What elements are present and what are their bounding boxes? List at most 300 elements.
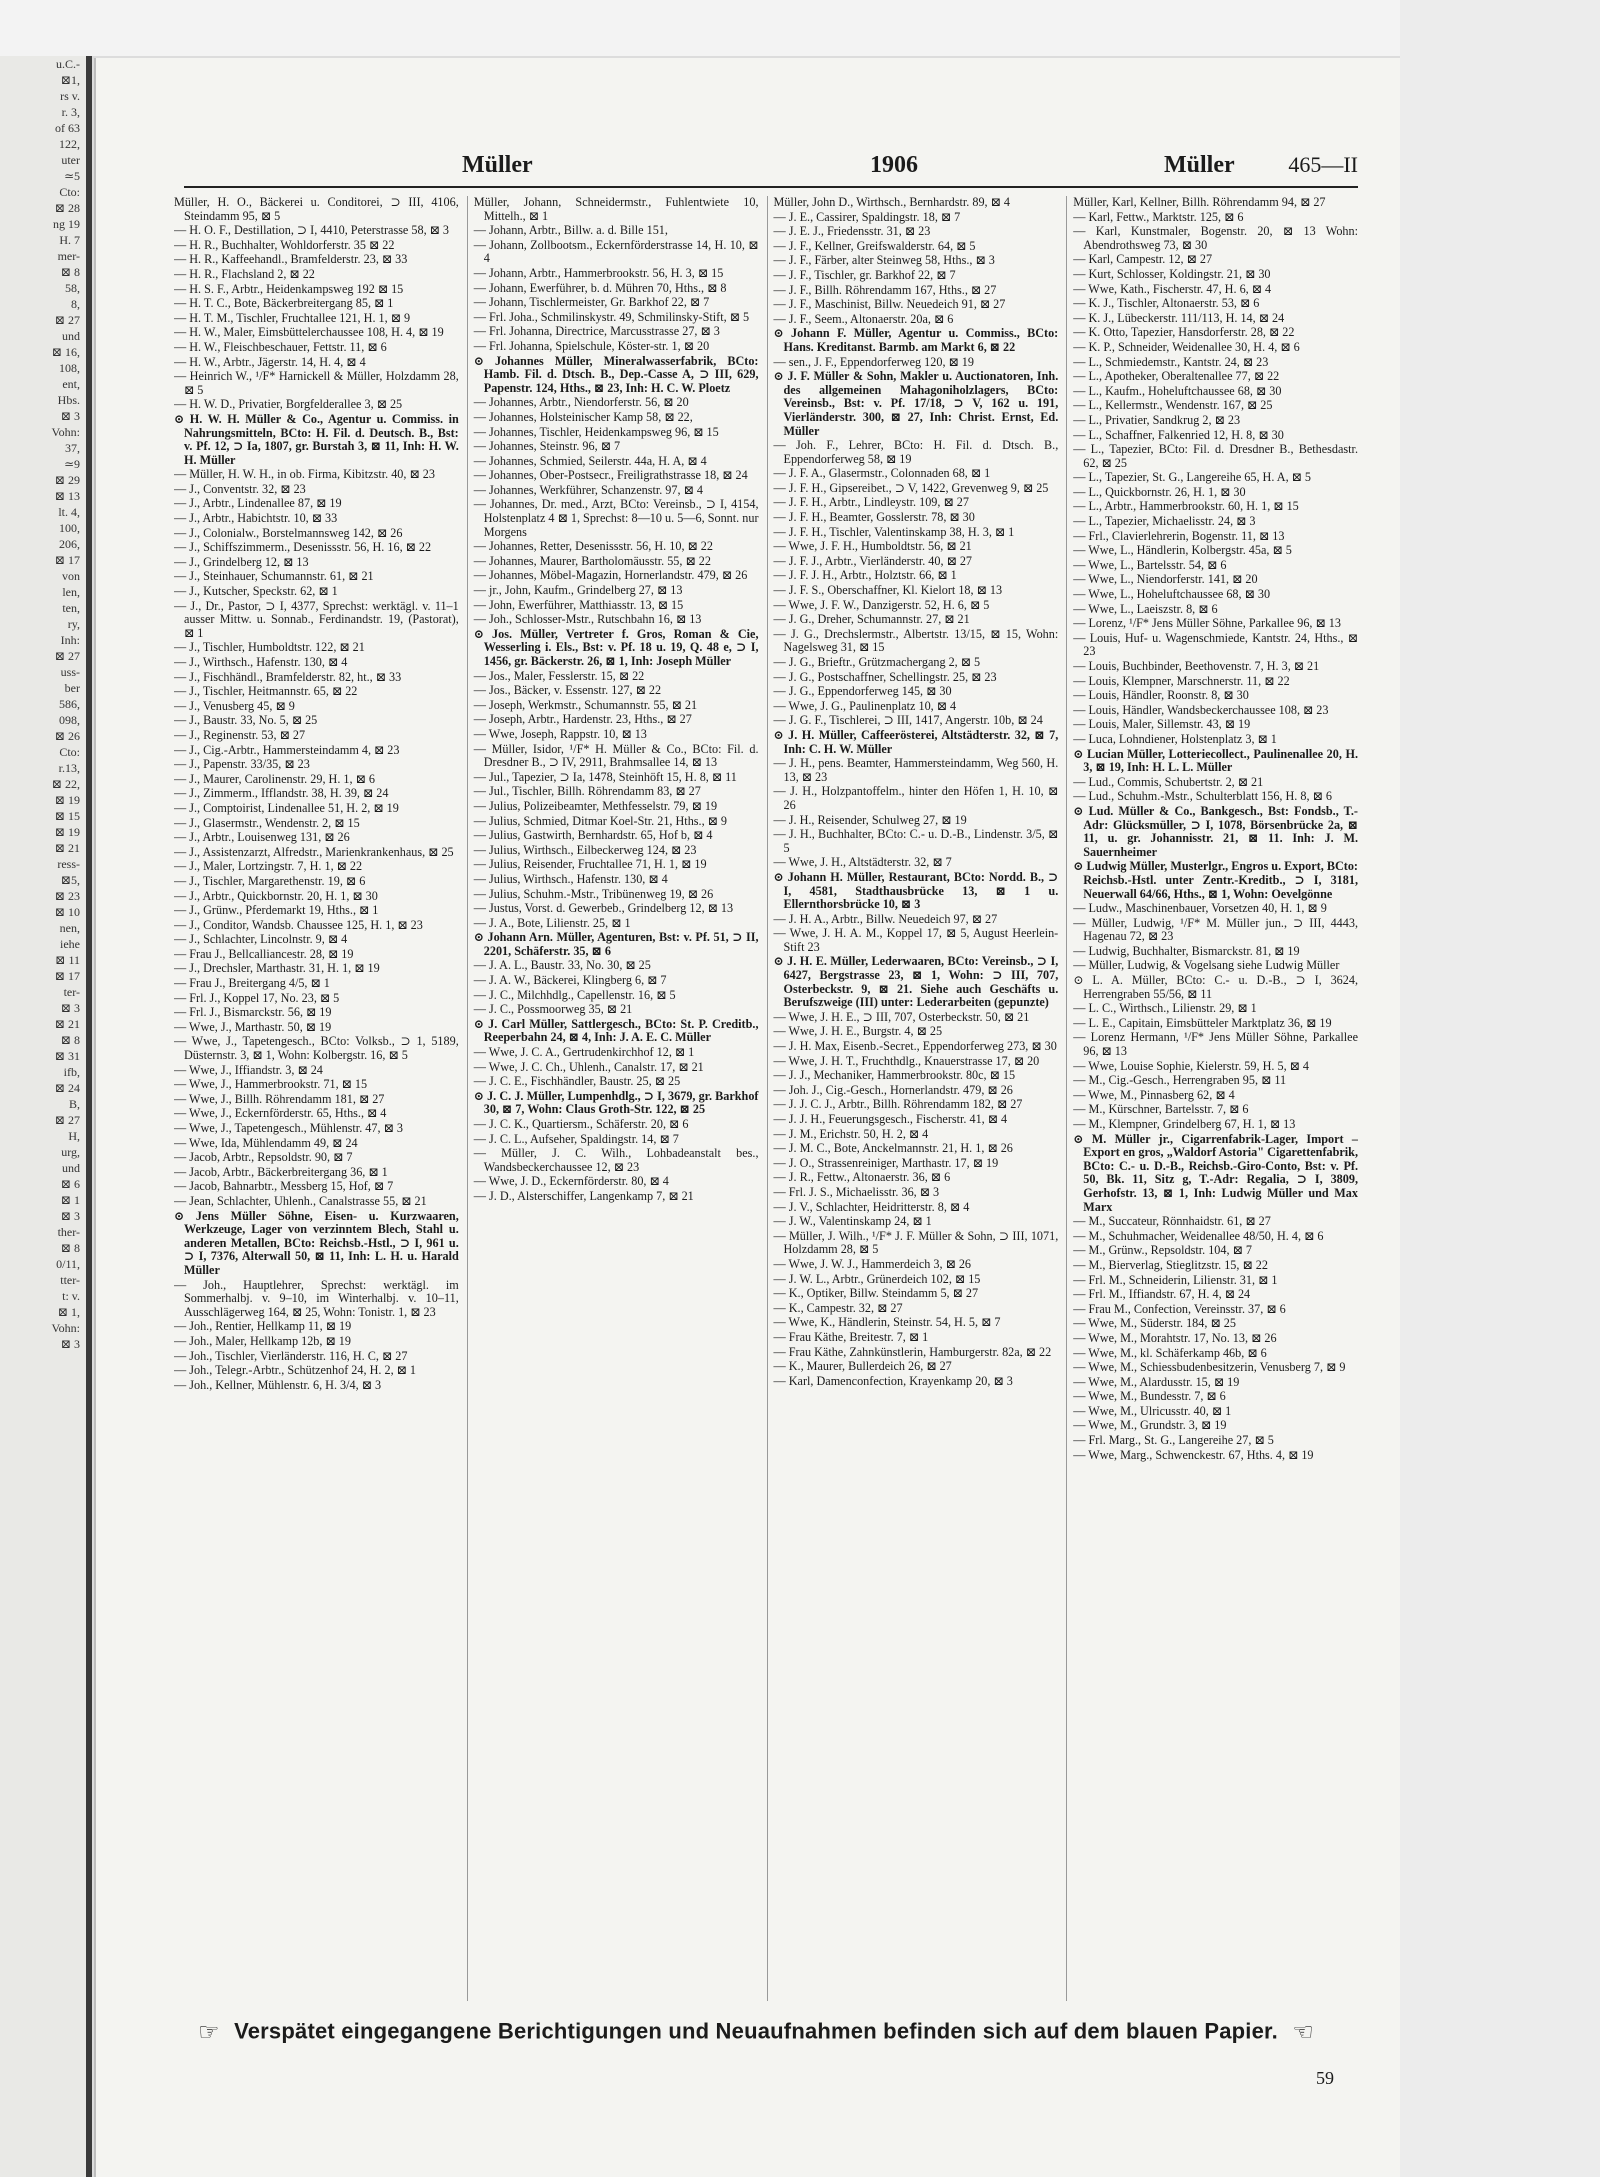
directory-entry: — J. H., Reisender, Schulweg 27, ⊠ 19 (773, 812, 967, 827)
prev-page-fragment: ⊠1, (60, 73, 80, 87)
prev-page-fragment: B, (68, 1097, 80, 1111)
directory-entry: — jr., John, Kaufm., Grindelberg 27, ⊠ 13 (473, 583, 683, 598)
directory-entry: — Heinrich W., ¹/F* Harnickell & Müller, Holzdamm 28, ⊠ 5 (174, 369, 459, 397)
directory-entry: — K. Otto, Tapezier, Hansdorferstr. 28, ⊠ 22 (1073, 325, 1295, 340)
prev-page-fragment: ≃5 (63, 169, 80, 183)
directory-entry: — Lud., Commis, Schubertstr. 2, ⊠ 21 (1073, 774, 1264, 789)
directory-entry: — J., Drechsler, Marthastr. 31, H. 1, ⊠ 19 (174, 961, 380, 976)
directory-entry: — J. H., Buchhalter, BCto: C.- u. D.-B., Lindenstr. 3/5, ⊠ 5 (773, 827, 1059, 855)
prev-page-fragment: ress- (57, 857, 80, 871)
directory-entry: — Müller, Isidor, ¹/F* H. Müller & Co., BCto: Fil. d. Dresdner B., ⊃ IV, 2911, Brahmsallee 14, ⊠ 13 (473, 741, 759, 770)
directory-entry: — Frl. J., Koppel 17, No. 23, ⊠ 5 (174, 990, 340, 1005)
directory-entry: — Wwe, J. H. E., Burgstr. 4, ⊠ 25 (773, 1024, 943, 1039)
directory-entry: — Wwe, J. H. T., Fruchthdlg., Knauerstrasse 17, ⊠ 20 (773, 1053, 1040, 1068)
directory-entry: — Frl. Joha., Schmilinskystr. 49, Schmilinsky-Stift, ⊠ 5 (473, 309, 750, 324)
directory-entry: — Wwe, L., Bartelsstr. 54, ⊠ 6 (1073, 557, 1227, 572)
prev-page-fragment: 098, (59, 713, 80, 727)
directory-entry: — Wwe, J. C. Ch., Uhlenh., Canalstr. 17, ⊠ 21 (473, 1059, 704, 1074)
directory-entry: — J. A., Bote, Lilienstr. 25, ⊠ 1 (473, 915, 631, 930)
directory-entry: — J., Arbtr., Quickbornstr. 20, H. 1, ⊠ 30 (174, 888, 378, 903)
late-corrections-note (156, 2018, 1356, 2052)
prev-page-fragment: 206, (59, 537, 80, 551)
directory-entry: — Johannes, Arbtr., Niendorferstr. 56, ⊠ 20 (473, 395, 689, 410)
directory-entry: — J. F. H., Beamter, Gosslerstr. 78, ⊠ 30 (773, 510, 975, 525)
directory-entry: — Wwe, Kath., Fischerstr. 47, H. 6, ⊠ 4 (1073, 281, 1272, 296)
directory-entry: — L., Arbtr., Hammerbrookstr. 60, H. 1, ⊠ 15 (1073, 499, 1299, 514)
directory-entry: — J. G. F., Tischlerei, ⊃ III, 1417, Angerstr. 10b, ⊠ 24 (773, 713, 1043, 728)
directory-entry: — Wwe, M., Alardusstr. 15, ⊠ 19 (1073, 1374, 1240, 1389)
prev-page-fragment: 58, (65, 281, 80, 295)
firm-entry: ⊙ Lud. Müller & Co., Bankgesch., Bst: Fondsb., T.-Adr: Glücksmüller, ⊃ I, 1078, Börsenbrücke 2a, ⊠ 11, u. gr. Johannisstr. 21, ⊠ 11. Inh: J. M. Sauernheimer (1073, 803, 1358, 859)
prev-page-fragment: ⊠ 8 (60, 1241, 80, 1255)
prev-page-fragment: ⊠5, (60, 873, 80, 887)
directory-entry: — Kurt, Schlosser, Koldingstr. 21, ⊠ 30 (1073, 266, 1271, 281)
directory-entry: — J., Colonialw., Borstelmannsweg 142, ⊠ 26 (174, 525, 403, 540)
prev-page-fragment: ⊠ 21 (54, 841, 80, 855)
prev-page-fragment: 122, (59, 137, 80, 151)
directory-entry: — H. R., Kaffeehandl., Bramfelderstr. 23, ⊠ 33 (174, 252, 408, 267)
directory-entry: — Frl. M., Iffiandstr. 67, H. 4, ⊠ 24 (1073, 1287, 1251, 1302)
directory-entry: — J. A. W., Bäckerei, Klingberg 6, ⊠ 7 (473, 973, 667, 988)
directory-entry: — J., Steinhauer, Schumannstr. 61, ⊠ 21 (174, 569, 374, 584)
prev-page-fragment: ry, (67, 617, 80, 631)
directory-entry: — J. H., pens. Beamter, Hammersteindamm, Weg 560, H. 13, ⊠ 23 (773, 756, 1059, 784)
directory-entry: — H. R., Buchhalter, Wohldorferstr. 35 ⊠ 22 (174, 237, 395, 252)
firm-entry: ⊙ Johann Arn. Müller, Agenturen, Bst: v. Pf. 51, ⊃ II, 2201, Schäferstr. 35, ⊠ 6 (473, 930, 759, 958)
scan-top-margin (0, 0, 1600, 56)
directory-entry: — L., Tapezier, St. G., Langereihe 65, H. A, ⊠ 5 (1073, 470, 1312, 485)
directory-entry: — J. D., Alsterschiffer, Langenkamp 7, ⊠ 21 (473, 1188, 694, 1203)
prev-page-fragment: ⊠ 1, (57, 1305, 80, 1319)
directory-entry: — Wwe, M., Schiessbudenbesitzerin, Venusberg 7, ⊠ 9 (1073, 1360, 1346, 1375)
directory-entry: — Joh., Maler, Hellkamp 12b, ⊠ 19 (174, 1333, 351, 1348)
directory-entry: — L., Apotheker, Oberaltenallee 77, ⊠ 22 (1073, 369, 1280, 384)
firm-entry: ⊙ M. Müller jr., Cigarrenfabrik-Lager, Import – Export en gros, „Waldorf Astoria" Cigarettenfabrik, BCto: C.- u. D.-B., Reichsb.-Giro-Conto, Bst: v. Pf. 50, Bk. 11, Sitz g, T.-Adr: Regalia, ⊃ I, 3809, Gerhofstr. 13, ⊠ 1, Inh: Ludwig Müller und Max Marx (1073, 1131, 1358, 1214)
directory-entry: — Louis, Händler, Roonstr. 8, ⊠ 30 (1073, 688, 1249, 703)
directory-entry: — J. C. L., Aufseher, Spaldingstr. 14, ⊠ 7 (473, 1131, 679, 1146)
directory-entry: — J., Schlachter, Lincolnstr. 9, ⊠ 4 (174, 932, 348, 947)
directory-entry: — sen., J. F., Eppendorferweg 120, ⊠ 19 (773, 354, 974, 369)
prev-page-fragment: ⊠ 21 (54, 1017, 80, 1031)
directory-entry: — M., Cig.-Gesch., Herrengraben 95, ⊠ 11 (1073, 1073, 1287, 1088)
firm-entry: ⊙ Jens Müller Söhne, Eisen- u. Kurzwaaren, Werkzeuge, Lager von verzinntem Blech, Stahl u. anderen Metallen, BCto: Reichsb.-Hstl., ⊃ I, 961 u. ⊃ I, 7376, Alterwall 50, ⊠ 11, Inh: L. H. u. Harald Müller (174, 1208, 459, 1277)
page-number: 59 (1316, 2068, 1334, 2088)
directory-entry: — H. T. M., Tischler, Fruchtallee 121, H. 1, ⊠ 9 (174, 310, 411, 325)
directory-entry: — Wwe, J. H. A. M., Koppel 17, ⊠ 5, August Heerlein-Stift 23 (773, 926, 1059, 954)
prev-page-fragment: ⊠ 3 (60, 1001, 80, 1015)
prev-page-fragment: ⊠ 10 (54, 905, 80, 919)
directory-entry: — Wwe, J., Hammerbrookstr. 71, ⊠ 15 (174, 1077, 368, 1092)
firm-entry: ⊙ Johann H. Müller, Restaurant, BCto: Nordd. B., ⊃ I, 4581, Stadthausbrücke 13, ⊠ 1 u. Ellernthorsbrücke 10, ⊠ 3 (773, 869, 1059, 912)
prev-page-fragment: von (62, 569, 80, 583)
directory-entry: — Wwe, Louise Sophie, Kielerstr. 59, H. 5, ⊠ 4 (1073, 1058, 1310, 1073)
directory-entry: — Wwe, J. F. W., Danzigerstr. 52, H. 6, ⊠ 5 (773, 597, 990, 612)
prev-page-fragment: H, (68, 1129, 80, 1143)
directory-entry: — Wwe, Ida, Mühlendamm 49, ⊠ 24 (174, 1135, 358, 1150)
directory-entry: — J. F. H., Gipsereibet., ⊃ V, 1422, Grevenweg 9, ⊠ 25 (773, 480, 1049, 495)
directory-entry: — Joh., Telegr.-Arbtr., Schützenhof 24, H. 2, ⊠ 1 (174, 1363, 417, 1378)
directory-entry: — Joseph, Arbtr., Hardenstr. 23, Hths., ⊠ 27 (473, 712, 692, 727)
prev-page-fragment: H. 7 (59, 233, 80, 247)
header-right-name: Müller (1164, 152, 1235, 178)
directory-entry: ⊙ L. A. Müller, BCto: C.- u. D.-B., ⊃ I, 3624, Herrengraben 55/56, ⊠ 11 (1073, 973, 1358, 1001)
directory-entry: — J. H., Holzpantoffelm., hinter den Höfen 1, H. 10, ⊠ 26 (773, 784, 1059, 812)
directory-entry: — M., Bierverlag, Stieglitzstr. 15, ⊠ 22 (1073, 1257, 1268, 1272)
prev-page-fragment: ⊠ 19 (54, 793, 80, 807)
directory-entry: — Frau Käthe, Breitestr. 7, ⊠ 1 (773, 1329, 929, 1344)
directory-entry: — Müller, J. Wilh., ¹/F* J. F. Müller & Sohn, ⊃ III, 1071, Holzdamm 28, ⊠ 5 (773, 1228, 1059, 1257)
directory-entry: — Frau Käthe, Zahnkünstlerin, Hamburgerstr. 82a, ⊠ 22 (773, 1344, 1052, 1359)
prev-page-fragment: 586, (59, 697, 80, 711)
firm-entry: ⊙ J. F. Müller & Sohn, Makler u. Auctionatoren, Inh. des allgemeinen Mahagoniholzlagers, BCto: Vereinsb., Bst: v. Pf. 17/18, ⊃ V, 162 u. 191, Vierländerstr. 300, ⊠ 27, Inh: Christ. Ernst, Ed. Müller (773, 369, 1059, 438)
directory-entry: — Johannes, Holsteinischer Kamp 58, ⊠ 22, (473, 409, 693, 424)
prev-page-fragment: ⊠ 28 (54, 201, 80, 215)
directory-entry: — Frau J., Bellcalliancestr. 28, ⊠ 19 (174, 946, 354, 961)
directory-entry: — H. W., Arbtr., Jägerstr. 14, H. 4, ⊠ 4 (174, 354, 366, 369)
directory-entry: — Karl, Fettw., Marktstr. 125, ⊠ 6 (1073, 209, 1244, 224)
prev-page-fragment: ⊠ 17 (54, 969, 80, 983)
directory-entry: — Wwe, L., Hoheluftchaussee 68, ⊠ 30 (1073, 587, 1271, 602)
directory-entry: — J., Cig.-Arbtr., Hammersteindamm 4, ⊠ 23 (174, 742, 400, 757)
directory-entry: — J., Kutscher, Speckstr. 62, ⊠ 1 (174, 584, 338, 599)
directory-entry: Müller, Karl, Kellner, Billh. Röhrendamm 94, ⊠ 27 (1073, 196, 1326, 209)
directory-entry: — J. F., Maschinist, Billw. Neuedeich 91, ⊠ 27 (773, 297, 1006, 312)
prev-page-fragment: ⊠ 26 (54, 729, 80, 743)
directory-entry: — Wwe, M., Ulricusstr. 40, ⊠ 1 (1073, 1403, 1232, 1418)
directory-entry: — Joseph, Werkmstr., Schumannstr. 55, ⊠ 21 (473, 697, 698, 712)
directory-entry: — J., Papenstr. 33/35, ⊠ 23 (174, 757, 310, 772)
directory-entry: — M., Klempner, Grindelberg 67, H. 1, ⊠ 13 (1073, 1117, 1296, 1131)
directory-entry: — Wwe, K., Händlerin, Steinstr. 54, H. 5, ⊠ 7 (773, 1315, 1001, 1330)
directory-entry: — K. P., Schneider, Weidenallee 30, H. 4, ⊠ 6 (1073, 339, 1300, 354)
directory-entry: — Joh., Rentier, Hellkamp 11, ⊠ 19 (174, 1319, 352, 1334)
directory-entry: — J. C. E., Fischhändler, Baustr. 25, ⊠ 25 (473, 1074, 681, 1089)
directory-entry: — Julius, Schmied, Ditmar Koel-Str. 21, Hths., ⊠ 9 (473, 813, 728, 828)
directory-entry: — L., Quickbornstr. 26, H. 1, ⊠ 30 (1073, 484, 1246, 499)
directory-entry: — M., Schuhmacher, Weidenallee 48/50, H. 4, ⊠ 6 (1073, 1228, 1324, 1243)
prev-page-fragment: Vohn: (51, 425, 80, 439)
directory-entry: — J., Tischler, Heitmannstr. 65, ⊠ 22 (174, 684, 358, 699)
directory-entry: — Johannes, Ober-Postsecr., Freiligrathstrasse 18, ⊠ 24 (473, 468, 748, 483)
prev-page-fragment: urg, (61, 1145, 80, 1159)
directory-entry: — J., Schiffszimmerm., Desenissstr. 56, H. 16, ⊠ 22 (174, 540, 432, 555)
prev-page-fragment: r.13, (58, 761, 80, 775)
directory-entry: — J. F. H., Tischler, Valentinskamp 38, H. 3, ⊠ 1 (773, 524, 1015, 539)
directory-entry: — J., Baustr. 33, No. 5, ⊠ 25 (174, 713, 318, 728)
directory-entry: — H. R., Flachsland 2, ⊠ 22 (174, 266, 315, 281)
directory-entry: — Jos., Maler, Fesslerstr. 15, ⊠ 22 (473, 668, 645, 683)
prev-page-fragment: ber (64, 681, 80, 695)
prev-page-fragment: ⊠ 23 (54, 889, 80, 903)
prev-page-fragment: ⊠ 27 (54, 649, 80, 663)
directory-entry: — J. W. L., Arbtr., Grünerdeich 102, ⊠ 15 (773, 1271, 981, 1286)
prev-page-fragment: ⊠ 6 (60, 1177, 80, 1191)
directory-entry: — Jacob, Bahnarbtr., Messberg 15, Hof, ⊠ 7 (174, 1179, 394, 1194)
prev-page-fragment: u.C.- (56, 57, 80, 71)
directory-entry: — J. F. A., Glasermstr., Colonnaden 68, ⊠ 1 (773, 466, 991, 481)
directory-entry: — Jacob, Arbtr., Bäckerbreitergang 36, ⊠ 1 (174, 1164, 388, 1179)
directory-entry: — Wwe, J., Eckernförderstr. 65, Hths., ⊠ 4 (174, 1106, 387, 1121)
directory-entry: — Johannes, Steinstr. 96, ⊠ 7 (473, 439, 621, 454)
directory-entry: — Wwe, Marg., Schwenckestr. 67, Hths. 4, ⊠ 19 (1073, 1447, 1314, 1462)
directory-entry: — Johannes, Schmied, Seilerstr. 44a, H. A, ⊠ 4 (473, 453, 707, 468)
column-3 (767, 196, 1059, 2001)
previous-page-edge (0, 56, 92, 2177)
prev-page-fragment: ent, (62, 377, 80, 391)
directory-entry: — J. F. H., Arbtr., Lindleystr. 109, ⊠ 27 (773, 495, 969, 510)
directory-entry: — J. G., Brieftr., Grützmachergang 2, ⊠ 5 (773, 655, 981, 669)
directory-entry: — Wwe, J. H., Altstädterstr. 32, ⊠ 7 (773, 855, 952, 870)
prev-page-fragment: ⊠ 13 (54, 489, 80, 503)
directory-entry: — M., Kürschner, Bartelsstr. 7, ⊠ 6 (1073, 1102, 1249, 1117)
prev-page-fragment: Inh: (60, 633, 80, 647)
directory-entry: — K., Maurer, Bullerdeich 26, ⊠ 27 (773, 1359, 952, 1374)
directory-entry: — Lorenz Hermann, ¹/F* Jens Müller Söhne, Parkallee 96, ⊠ 13 (1073, 1030, 1358, 1059)
directory-entry: — J. C., Milchhdlg., Capellenstr. 16, ⊠ 5 (473, 987, 676, 1002)
directory-entry: — Joh., Hauptlehrer, Sprechst: werktägl. im Sommerhalbj. v. 9–10, im Winterhalbj. v. 10–11, Ausschlägerweg 164, ⊠ 25, Wohn: Tonistr. 1, ⊠ 23 (174, 1277, 459, 1319)
directory-entry: — J. G., Dreher, Schumannstr. 27, ⊠ 21 (773, 612, 970, 627)
directory-entry: — J., Maler, Lortzingstr. 7, H. 1, ⊠ 22 (174, 859, 363, 874)
directory-entry: — Louis, Klempner, Marschnerstr. 11, ⊠ 22 (1073, 673, 1290, 688)
prev-page-fragment: Cto: (59, 745, 80, 759)
header-year: 1906 (870, 152, 918, 178)
prev-page-fragment: ⊠ 24 (54, 1081, 80, 1095)
firm-entry: ⊙ Johann F. Müller, Agentur u. Commiss., BCto: Hans. Kreditanst. Barmb. am Markt 6, ⊠ 22 (773, 326, 1059, 354)
directory-entry: — J. F., Seem., Altonaerstr. 20a, ⊠ 6 (773, 311, 954, 326)
directory-entry: — J. J. H., Feuerungsgesch., Fischerstr. 41, ⊠ 4 (773, 1112, 1008, 1126)
directory-entry: — Wwe, Joseph, Rappstr. 10, ⊠ 13 (473, 726, 647, 741)
directory-entry: — J., Tischler, Humboldtstr. 122, ⊠ 21 (174, 640, 365, 655)
directory-entry: — H. S. F., Arbtr., Heidenkampsweg 192 ⊠ 15 (174, 281, 404, 296)
directory-entry: — Wwe, M., Pinnasberg 62, ⊠ 4 (1073, 1087, 1235, 1102)
directory-entry: — J., Arbtr., Louisenweg 131, ⊠ 26 (174, 830, 350, 845)
directory-entry: — J. H. Max, Eisenb.-Secret., Eppendorferweg 273, ⊠ 30 (773, 1039, 1057, 1054)
prev-page-fragment: ten, (62, 601, 80, 615)
directory-entry: — J. J. C. J., Arbtr., Billh. Röhrendamm 182, ⊠ 27 (773, 1097, 1023, 1112)
directory-entry: — H. W. D., Privatier, Borgfelderallee 3, ⊠ 25 (174, 397, 403, 412)
directory-entry: — J., Arbtr., Lindenallee 87, ⊠ 19 (174, 496, 342, 511)
prev-page-fragment: Cto: (59, 185, 80, 199)
directory-entry: — Wwe, L., Laeiszstr. 8, ⊠ 6 (1073, 601, 1218, 616)
directory-entry: — Jul., Tischler, Billh. Röhrendamm 83, ⊠ 27 (473, 784, 701, 799)
directory-entry: — J., Comptoirist, Lindenallee 51, H. 2, ⊠ 19 (174, 800, 399, 815)
prev-page-fragment: lt. 4, (58, 505, 80, 519)
directory-entry: Müller, John D., Wirthsch., Bernhardstr. 89, ⊠ 4 (773, 196, 1010, 209)
directory-entry: — Johannes, Retter, Desenissstr. 56, H. 10, ⊠ 22 (473, 539, 713, 554)
directory-entry: — Joh., Tischler, Vierländerstr. 116, H. C, ⊠ 27 (174, 1348, 408, 1363)
prev-page-fragment: und (62, 1161, 80, 1175)
prev-page-fragment: ⊠ 27 (54, 313, 80, 327)
directory-entry: — M., Grünw., Repsoldstr. 104, ⊠ 7 (1073, 1243, 1252, 1258)
directory-page (96, 58, 1400, 2177)
directory-entry: — Johann, Zollbootsm., Eckernförderstrasse 14, H. 10, ⊠ 4 (473, 237, 759, 266)
prev-page-fragment: 8, (71, 297, 80, 311)
directory-entry: — Joh., Schlosser-Mstr., Rutschbahn 16, ⊠ 13 (473, 612, 702, 627)
directory-entry: — L., Tapezier, Michaelisstr. 24, ⊠ 3 (1073, 514, 1256, 529)
directory-entry: — K. J., Lübeckerstr. 111/113, H. 14, ⊠ 24 (1073, 310, 1285, 325)
directory-entry: — J., Venusberg 45, ⊠ 9 (174, 698, 295, 713)
directory-entry: — Wwe, J., Tapetengesch., BCto: Volksb., ⊃ 1, 5189, Düsternstr. 3, ⊠ 1, Wohn: Kolbergstr. 16, ⊠ 5 (174, 1034, 459, 1063)
directory-entry: — J. V., Schlachter, Heidritterstr. 8, ⊠ 4 (773, 1199, 970, 1214)
firm-entry: ⊙ J. H. E. Müller, Lederwaaren, BCto: Vereinsb., ⊃ I, 6427, Bergstrasse 23, ⊠ 1, Wohn: ⊃ III, 707, Osterbeckstr. 9, ⊠ 21. Siehe auch Geschäfts u. Berufszweige (III) unter: Lederarbeiten (gepunzte) (773, 954, 1059, 1010)
prev-page-fragment: of 63 (55, 121, 80, 135)
directory-entry: Müller, H. O., Bäckerei u. Conditorei, ⊃ III, 4106, Steindamm 95, ⊠ 5 (174, 196, 459, 223)
directory-entry: — Müller, J. C. Wilh., Lohbadeanstalt bes., Wandsbeckerchaussee 12, ⊠ 23 (473, 1146, 759, 1174)
directory-entry: — J., Grünw., Pferdemarkt 19, Hths., ⊠ 1 (174, 903, 379, 918)
pointing-hand-right-icon: ☞ (198, 2019, 220, 2046)
prev-page-fragment: ⊠ 3 (60, 1209, 80, 1223)
directory-entry: — Frl., Clavierlehrerin, Bogenstr. 11, ⊠ 13 (1073, 528, 1285, 543)
prev-page-fragment: 100, (59, 521, 80, 535)
directory-entry: — K., Optiker, Billw. Steindamm 5, ⊠ 27 (773, 1286, 979, 1301)
directory-entry: — J. G., Postschaffner, Schellingstr. 25, ⊠ 23 (773, 669, 997, 684)
directory-entry: — Frl. Marg., St. G., Langereihe 27, ⊠ 5 (1073, 1433, 1274, 1448)
directory-entry: — Wwe, J., Tapetengesch., Mühlenstr. 47, ⊠ 3 (174, 1121, 403, 1135)
prev-page-fragment: tter- (60, 1273, 80, 1287)
firm-entry: ⊙ Lucian Müller, Lotteriecollect., Paulinenallee 20, H. 3, ⊠ 19, Inh: H. L. L. Müller (1073, 746, 1358, 775)
prev-page-fragment: ⊠ 29 (54, 473, 80, 487)
prev-page-fragment: uter (61, 153, 80, 167)
directory-entry: — Johannes, Möbel-Magazin, Hornerlandstr. 479, ⊠ 26 (473, 568, 748, 583)
directory-entry: — Luca, Lohndiener, Holstenplatz 3, ⊠ 1 (1073, 731, 1277, 746)
directory-entry: — J., Assistenzarzt, Alfredstr., Marienkrankenhaus, ⊠ 25 (174, 844, 454, 859)
directory-entry: — Wwe, M., Grundstr. 3, ⊠ 19 (1073, 1418, 1227, 1433)
prev-page-fragment: iehe (60, 937, 80, 951)
directory-entry: — M., Succateur, Rönnhaidstr. 61, ⊠ 27 (1073, 1214, 1271, 1229)
directory-entry: — J. F., Kellner, Greifswalderstr. 64, ⊠ 5 (773, 238, 976, 253)
directory-entry: — Johann, Arbtr., Billw. a. d. Bille 151, (473, 223, 668, 238)
directory-entry: — Wwe, M., Bundesstr. 7, ⊠ 6 (1073, 1389, 1226, 1404)
firm-entry: ⊙ Ludwig Müller, Musterlgr., Engros u. Export, BCto: Reichsb.-Hstl. unter Zentr.-Kreditb., ⊃ I, 3181, Neuerwall 64/66, Hths., ⊠ 1, Wohn: Oevelgönne (1073, 859, 1358, 901)
prev-page-fragment: ⊠ 8 (60, 1033, 80, 1047)
directory-entry: — J. F., Tischler, gr. Barkhof 22, ⊠ 7 (773, 267, 956, 282)
prev-page-fragment: t: v. (62, 1289, 80, 1303)
prev-page-fragment: ter- (63, 985, 80, 999)
directory-entry: — Louis, Händler, Wandsbeckerchaussee 108, ⊠ 23 (1073, 702, 1329, 717)
directory-entry: — J., Conventstr. 32, ⊠ 23 (174, 481, 306, 496)
prev-page-fragment: ng 19 (53, 217, 80, 231)
directory-entry: — Joh. F., Lehrer, BCto: H. Fil. d. Dtsch. B., Eppendorferweg 58, ⊠ 19 (773, 438, 1059, 466)
directory-entry: — Wwe, M., Süderstr. 184, ⊠ 25 (1073, 1316, 1236, 1331)
directory-entry: — Louis, Buchbinder, Beethovenstr. 7, H. 3, ⊠ 21 (1073, 659, 1320, 673)
directory-entry: — Lud., Schuhm.-Mstr., Schulterblatt 156, H. 8, ⊠ 6 (1073, 789, 1332, 804)
directory-entry: — H. W., Fleischbeschauer, Fettstr. 11, ⊠ 6 (174, 339, 387, 354)
prev-page-fragment: ⊠ 1 (60, 1193, 80, 1207)
directory-entry: — Louis, Maler, Sillemstr. 43, ⊠ 19 (1073, 717, 1251, 732)
directory-entry: — J. C., Possmoorweg 35, ⊠ 21 (473, 1002, 633, 1017)
directory-entry: — Julius, Polizeibeamter, Methfesselstr. 79, ⊠ 19 (473, 798, 718, 813)
directory-entry: — J. F., Färber, alter Steinweg 58, Hths., ⊠ 3 (773, 253, 995, 268)
directory-entry: — H. O. F., Destillation, ⊃ I, 4410, Peterstrasse 58, ⊠ 3 (174, 223, 450, 238)
prev-page-fragment: mer- (57, 249, 80, 263)
directory-entry: — Frau M., Confection, Vereinsstr. 37, ⊠ 6 (1073, 1301, 1286, 1316)
directory-entry: — Frl. M., Schneiderin, Lilienstr. 31, ⊠ 1 (1073, 1272, 1278, 1287)
prev-page-fragment: ⊠ 3 (60, 1337, 80, 1351)
firm-entry: ⊙ Johannes Müller, Mineralwasserfabrik, BCto: Hamb. Fil. d. Dtsch. B., Dep.-Casse A, ⊃ III, 629, Papenstr. 124, Hths., ⊠ 23, Inh: H. C. W. Ploetz (473, 353, 759, 395)
directory-entry: — L., Kellermstr., Wendenstr. 167, ⊠ 25 (1073, 398, 1273, 413)
directory-entry: — L., Schaffner, Falkenried 12, H. 8, ⊠ 30 (1073, 427, 1284, 442)
directory-entry: — Frl. Johanna, Directrice, Marcusstrasse 27, ⊠ 3 (473, 324, 720, 339)
prev-page-fragment: ⊠ 31 (54, 1049, 80, 1063)
directory-entry: — J. M. C., Bote, Anckelmannstr. 21, H. 1, ⊠ 26 (773, 1141, 1013, 1156)
directory-entry: — Wwe, J. C. A., Gertrudenkirchhof 12, ⊠ 1 (473, 1045, 695, 1060)
directory-entry: — Jean, Schlachter, Uhlenh., Canalstrasse 55, ⊠ 21 (174, 1193, 427, 1208)
directory-entry: — Wwe, L., Händlerin, Kolbergstr. 45a, ⊠ 5 (1073, 543, 1292, 558)
directory-entry: — J. G., Eppendorferweg 145, ⊠ 30 (773, 684, 952, 699)
directory-entry: — Wwe, J. D., Eckernförderstr. 80, ⊠ 4 (473, 1174, 669, 1189)
directory-entry: — J., Zimmerm., Ifflandstr. 38, H. 39, ⊠ 24 (174, 786, 389, 801)
directory-entry: — Jos., Bäcker, v. Essenstr. 127, ⊠ 22 (473, 683, 662, 698)
firm-entry: ⊙ J. H. Müller, Caffeerösterei, Altstädterstr. 32, ⊠ 7, Inh: C. H. W. Müller (773, 727, 1059, 756)
directory-entry: — L., Schmiedemstr., Kantstr. 24, ⊠ 23 (1073, 354, 1269, 369)
directory-entry: — L. C., Wirthsch., Lilienstr. 29, ⊠ 1 (1073, 1001, 1257, 1016)
directory-entry: — Julius, Gastwirth, Bernhardstr. 65, Hof b, ⊠ 4 (473, 828, 713, 843)
directory-entry: — Johann, Tischlermeister, Gr. Barkhof 22, ⊠ 7 (473, 295, 710, 310)
directory-entry: — J. E. J., Friedensstr. 31, ⊠ 23 (773, 224, 931, 239)
directory-entry: — J. J., Mechaniker, Hammerbrookstr. 80c, ⊠ 15 (773, 1068, 1016, 1083)
prev-page-fragment: ⊠ 27 (54, 1113, 80, 1127)
directory-entry: — J. M., Erichstr. 50, H. 2, ⊠ 4 (773, 1126, 929, 1141)
directory-entry: — Karl, Campestr. 12, ⊠ 27 (1073, 252, 1213, 267)
prev-page-fragment: ⊠ 16, (51, 345, 80, 359)
directory-entry: — K., Campestr. 32, ⊠ 27 (773, 1300, 903, 1315)
directory-entry: — John, Ewerführer, Matthiasstr. 13, ⊠ 15 (473, 597, 684, 612)
prev-page-fragment: ⊠ 8 (60, 265, 80, 279)
directory-entry: — Jul., Tapezier, ⊃ Ia, 1478, Steinhöft 15, H. 8, ⊠ 11 (473, 769, 737, 784)
directory-entry: — Ludwig, Buchhalter, Bismarckstr. 81, ⊠ 19 (1073, 943, 1300, 958)
directory-entry: — J. F., Billh. Röhrendamm 167, Hths., ⊠ 27 (773, 282, 997, 297)
directory-entry: — J. F. S., Oberschaffner, Kl. Kielort 18, ⊠ 13 (773, 583, 1003, 598)
prev-page-fragment: ⊠ 22, (51, 777, 80, 791)
firm-entry: ⊙ Jos. Müller, Vertreter f. Gros, Roman & Cie, Wesserling i. Els., Bst: v. Pf. 18 u. 19, Q. 48 e, ⊃ I, 1456, gr. Bäckerstr. 26, ⊠ 1, Inh: Joseph Müller (473, 626, 759, 668)
prev-page-fragment: und (62, 329, 80, 343)
running-header (184, 146, 1358, 188)
directory-entry: — J. H. A., Arbtr., Billw. Neuedeich 97, ⊠ 27 (773, 911, 998, 926)
directory-entry: — Wwe, J. G., Paulinenplatz 10, ⊠ 4 (773, 698, 957, 713)
directory-entry: — Lorenz, ¹/F* Jens Müller Söhne, Parkallee 96, ⊠ 13 (1073, 616, 1341, 631)
directory-entry: — J., Fischhändl., Bramfelderstr. 82, ht., ⊠ 33 (174, 669, 402, 684)
directory-entry: — J. F. J. H., Arbtr., Holztstr. 66, ⊠ 1 (773, 568, 957, 583)
prev-page-fragment: ⊠ 11 (55, 953, 80, 967)
directory-entry: — Johann, Arbtr., Hammerbrookstr. 56, H. 3, ⊠ 15 (473, 265, 724, 280)
header-left-name: Müller (462, 152, 533, 178)
prev-page-fragment: 37, (65, 441, 80, 455)
directory-entry: — Wwe, J., Marthastr. 50, ⊠ 19 (174, 1019, 332, 1034)
directory-entry: — L., Privatier, Sandkrug 2, ⊠ 23 (1073, 412, 1241, 427)
directory-entry: — Julius, Schuhm.-Mstr., Tribünenweg 19, ⊠ 26 (473, 886, 714, 901)
directory-entry: — L. E., Capitain, Eimsbütteler Marktplatz 36, ⊠ 19 (1073, 1015, 1332, 1030)
directory-entry: — Frau J., Breitergang 4/5, ⊠ 1 (174, 976, 330, 991)
directory-entry: — J. G., Drechslermstr., Albertstr. 13/15, ⊠ 15, Wohn: Nagelsweg 31, ⊠ 15 (773, 626, 1059, 655)
column-1 (174, 196, 459, 2001)
directory-entry: — Justus, Vorst. d. Gewerbeb., Grindelberg 12, ⊠ 13 (473, 901, 734, 916)
directory-entry: — Jacob, Arbtr., Repsoldstr. 90, ⊠ 7 (174, 1150, 353, 1165)
directory-entry: — Julius, Reisender, Fruchtallee 71, H. 1, ⊠ 19 (473, 857, 707, 872)
directory-entry: — J. C. K., Quartiersm., Schäferstr. 20, ⊠ 6 (473, 1117, 689, 1131)
directory-entry: — Johannes, Dr. med., Arzt, BCto: Vereinsb., ⊃ I, 4154, Holstenplatz 4 ⊠ 1, Sprechst: 8—10 u. 5—6, Sonnt. nur Morgens (473, 497, 759, 539)
directory-entry: — Frl. Johanna, Spielschule, Köster-str. 1, ⊠ 20 (473, 338, 710, 353)
directory-entry: — J., Reginenstr. 53, ⊠ 27 (174, 727, 306, 742)
directory-entry: — J., Wirthsch., Hafenstr. 130, ⊠ 4 (174, 655, 348, 669)
directory-entry: — Müller, Ludwig, ¹/F* M. Müller jun., ⊃ III, 4443, Hagenau 72, ⊠ 23 (1073, 915, 1358, 944)
directory-entry: — Karl, Damenconfection, Krayenkamp 20, ⊠ 3 (773, 1373, 1013, 1388)
directory-entry: — Frl. J. S., Michaelisstr. 36, ⊠ 3 (773, 1184, 940, 1199)
firm-entry: ⊙ H. W. H. Müller & Co., Agentur u. Commiss. in Nahrungsmitteln, BCto: H. Fil. d. Deutsch. B., Bst: v. Pf. 12, ⊃ Ia, 1807, gr. Burstah 3, ⊠ 11, Inh: H. W. H. Müller (174, 411, 459, 467)
directory-entry: — Julius, Wirthsch., Hafenstr. 130, ⊠ 4 (473, 871, 668, 886)
prev-page-fragment: r. 3, (61, 105, 80, 119)
directory-entry: — Wwe, M., Morahtstr. 17, No. 13, ⊠ 26 (1073, 1330, 1277, 1345)
directory-entry: — Müller, H. W. H., in ob. Firma, Kibitzstr. 40, ⊠ 23 (174, 467, 435, 482)
